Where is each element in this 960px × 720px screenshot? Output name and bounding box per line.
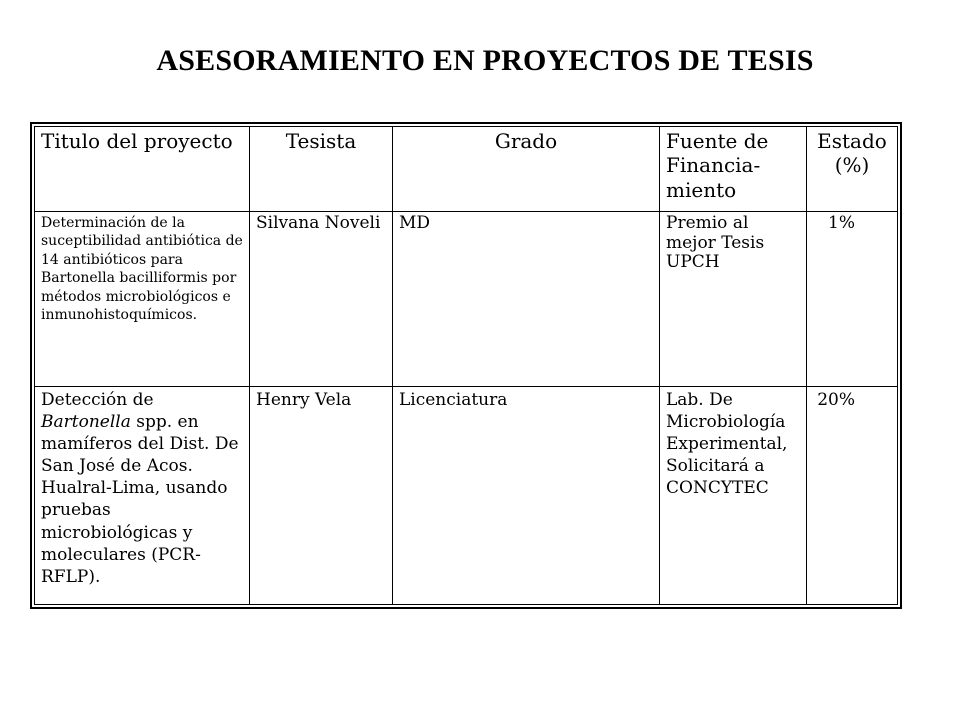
header-titulo: Titulo del proyecto (35, 127, 250, 212)
thesis-table (34, 126, 898, 605)
cell-estado: 1% (807, 212, 898, 387)
cell-estado: 20% (807, 387, 898, 605)
titulo-post: spp. en mamíferos del Dist. De San José de Acos. Hualral-Lima, usando pruebas microbiológicas y moleculares (PCR-RFLP). (41, 412, 239, 587)
cell-tesista: Silvana Noveli (250, 212, 393, 387)
cell-tesista: Henry Vela (250, 387, 393, 605)
thesis-table-frame (30, 122, 902, 609)
cell-fuente: Premio al mejor Tesis UPCH (660, 212, 807, 387)
cell-titulo (35, 387, 250, 605)
header-tesista: Tesista (250, 127, 393, 212)
header-grado: Grado (393, 127, 660, 212)
cell-grado: Licenciatura (393, 387, 660, 605)
cell-fuente: Lab. De Microbiología Experimental, Solicitará a CONCYTEC (660, 387, 807, 605)
titulo-pre: Detección de (41, 390, 154, 410)
table-row (35, 212, 898, 387)
header-fuente: Fuente de Financia-miento (660, 127, 807, 212)
table-row (35, 387, 898, 605)
header-estado: Estado (%) (807, 127, 898, 212)
page-title: ASESORAMIENTO EN PROYECTOS DE TESIS (156, 44, 814, 77)
table-header-row (35, 127, 898, 212)
cell-titulo: Determinación de la suceptibilidad antibiótica de 14 antibióticos para Bartonella bacilliformis por métodos microbiológicos e inmunohistoquímicos. (35, 212, 250, 387)
titulo-italic: Bartonella (41, 412, 131, 433)
cell-grado: MD (393, 212, 660, 387)
